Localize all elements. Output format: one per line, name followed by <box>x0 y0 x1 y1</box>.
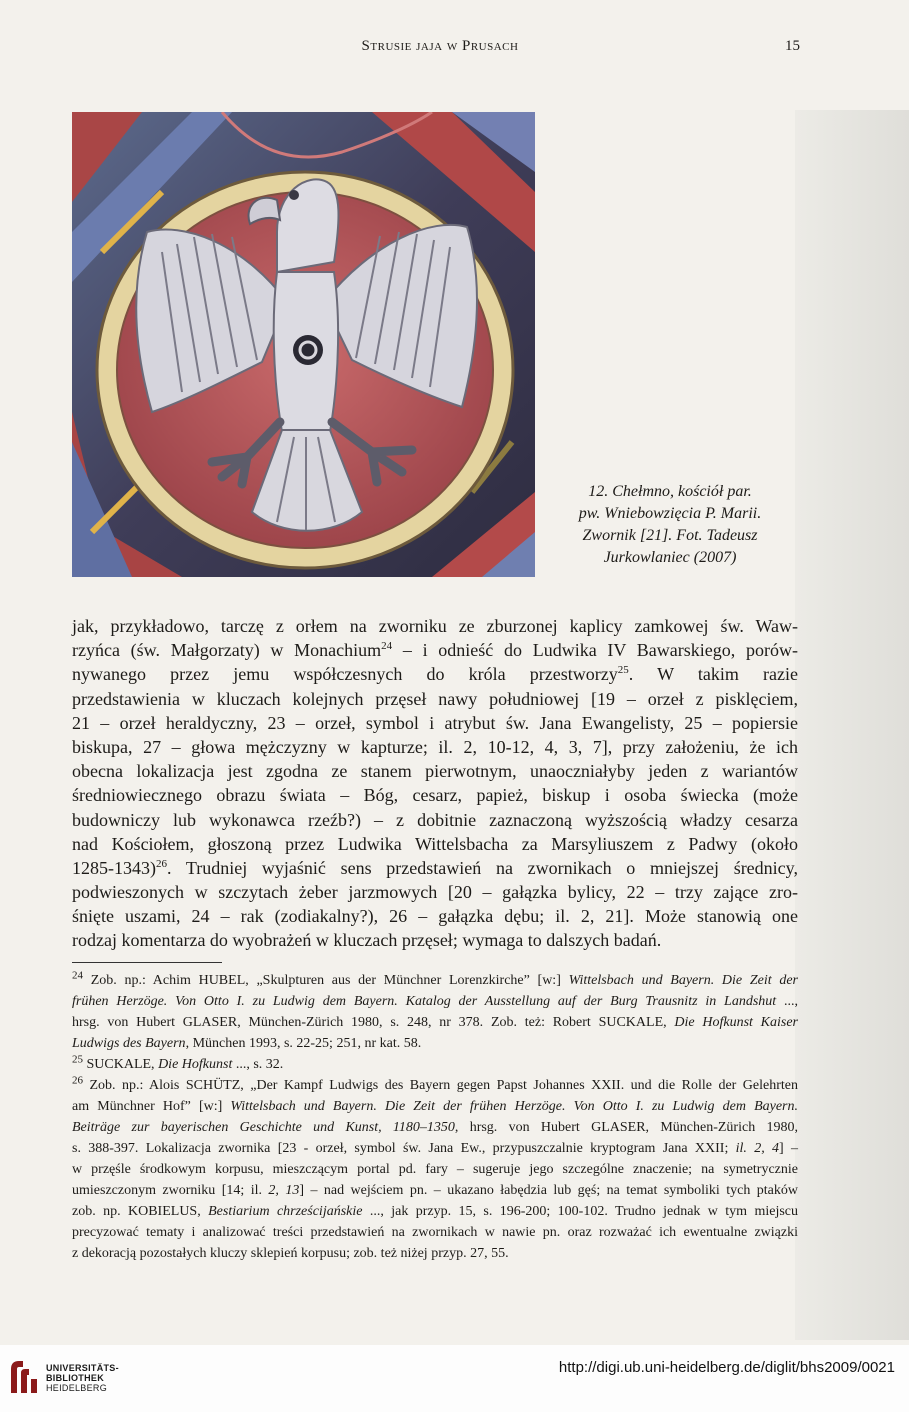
footnote-line <box>72 1096 798 1117</box>
figure-caption <box>545 481 795 569</box>
running-head <box>0 38 909 62</box>
footnote-26 <box>72 1075 798 1096</box>
footnote-line <box>72 1138 798 1159</box>
footnote-title: 2, 13 <box>268 1183 300 1198</box>
footnote-text: hrsg. von Hubert GLASER, München-Zürich 1980, s. 248, nr 378. Zob. też: Robert SUCKALE, <box>72 1015 675 1030</box>
footnote-25 <box>72 1054 798 1075</box>
body-line: obecna lokalizacja jest zgodna ze stanem pierwotnym, unaoczniałyby jeden z wariantów <box>72 761 798 782</box>
footnote-text: umieszczonym zworniku [14; il. <box>72 1183 269 1198</box>
footnote-number: 25 <box>72 1053 83 1066</box>
eagle-keystone-illustration <box>72 112 535 577</box>
footnote-text: ..., s. 32. <box>232 1057 284 1072</box>
footnote-24 <box>72 970 798 991</box>
body-line: śnięte uszami, 24 – rak (zodiakalny?), 26 – gałązka dębu; il. 2, 21]. Może stanowią one <box>72 906 798 927</box>
footnote-line: w przęśle środkowym korpusu, mieszczącym portal pd. fary – sugeruje jego szczególne znaczenie; na symetrycznie <box>72 1162 798 1177</box>
footnote-number: 24 <box>72 969 83 982</box>
footnote-text: zob. np. KOBIELUS, <box>72 1204 209 1219</box>
footnote-text: , hrsg. von Hubert GLASER, München-Zürich 1980, <box>454 1120 798 1135</box>
caption-line: Jurkowlaniec (2007) <box>603 549 737 566</box>
body-line <box>72 638 798 662</box>
body-fragment: nywanego przez jemu współczesnych do króla przestworzy <box>72 664 618 685</box>
body-line: podwieszonych w szczytach żeber jarzmowych [20 – gałązka bylicy, 22 – trzy zające zro- <box>72 882 798 903</box>
body-line: rodzaj komentarza do wyobrażeń w kluczach przęseł; wymaga to dalszych badań. <box>72 930 662 951</box>
footnote-text: s. 388-397. Lokalizacja zwornika [23 - orzeł, symbol św. Jana Ew., przypuszczalnie kryptogram Jana XXII; <box>72 1141 736 1156</box>
running-title: Strusie jaja w Prusach <box>361 38 519 54</box>
body-line: 21 – orzeł heraldyczny, 23 – orzeł, symbol i atrybut św. Jana Ewangelisty, 25 – popiersie <box>72 712 798 733</box>
footnote-title: Beiträge zur bayerischen Geschichte und Kunst, 1180–1350 <box>72 1120 455 1135</box>
caption-line: 12. Chełmno, kościół par. <box>588 483 752 500</box>
footnote-line <box>72 1012 798 1033</box>
footnote-title: Die Hofkunst <box>158 1057 233 1072</box>
caption-line: Zwornik [21]. Fot. Tadeusz <box>582 527 758 544</box>
footnote-title: Wittelsbach und Bayern. Die Zeit der <box>568 973 798 988</box>
footnote-ref-25[interactable]: 25 <box>617 664 629 677</box>
footnote-title: Ludwigs des Bayern <box>72 1036 186 1051</box>
footnote-text: ..., <box>776 994 799 1009</box>
footnote-rule <box>72 962 222 963</box>
footnotes <box>72 970 798 1264</box>
page-number: 15 <box>785 38 800 54</box>
body-line: biskupa, 27 – głowa mężczyzny w kapturze; il. 2, 10-12, 4, 3, 7], przy założeniu, że ich <box>72 736 798 757</box>
footnote-line: precyzować tematy i analizować treści przedstawień na zwornikach w nawie pn. oraz rozważać ich ewentualne związki <box>72 1225 798 1240</box>
body-line: jak, przykładowo, tarczę z orłem na zworniku ze zburzonej kaplicy zamkowej św. Waw- <box>72 616 798 636</box>
footnote-text: ] – nad wejściem pn. – ukazano łabędzia lub gęś; na temat symboliki tych ptaków <box>299 1183 799 1198</box>
footnote-title: Wittelsbach und Bayern. Die Zeit der frühen Herzöge. Von Otto I. zu Ludwig dem Bayern. <box>230 1099 798 1114</box>
footnote-line <box>72 991 798 1012</box>
footnote-line <box>72 1033 798 1054</box>
footnote-line: z dekoracją pozostałych kluczy sklepień korpusu; zob. też niżej przyp. 27, 55. <box>72 1246 509 1261</box>
library-logo-icon <box>8 1359 38 1395</box>
footnote-title: frühen Herzöge. Von Otto I. zu Ludwig dem Bayern. Katalog der Ausstellung auf der Burg Trausnitz in Landshut <box>72 994 777 1009</box>
body-fragment: 1285-1343) <box>72 857 156 878</box>
footnote-text: ..., jak przyp. 15, s. 196-200; 100-102. Trudno jednak w tym miejscu <box>362 1204 798 1219</box>
footnote-number: 26 <box>72 1074 83 1087</box>
footnote-text: SUCKALE, <box>83 1057 159 1072</box>
library-name <box>46 1363 119 1393</box>
digitization-footer <box>0 1345 909 1412</box>
library-name-line: HEIDELBERG <box>46 1383 108 1393</box>
footnote-ref-26[interactable]: 26 <box>156 857 167 870</box>
body-line: średniowiecznego obrazu świata – Bóg, cesarz, papież, biskup i osoba świecka (może <box>72 785 798 806</box>
footnote-text: , München 1993, s. 22-25; 251, nr kat. 58. <box>185 1036 422 1051</box>
footnote-title: Bestiarium chrześcijańskie <box>208 1204 363 1219</box>
footnote-line <box>72 1201 798 1222</box>
page-edge-shadow <box>795 110 909 1340</box>
body-fragment: . Trudniej wyjaśnić sens przedstawień na zwornikach o mniejszej średnicy, <box>167 857 798 878</box>
body-fragment: . W takim razie <box>628 664 798 685</box>
body-line: przedstawienia w kluczach kolejnych przęseł nawy południowej [19 – orzeł z pisklęciem, <box>72 688 798 709</box>
caption-line: pw. Wniebowzięcia P. Marii. <box>578 505 762 522</box>
footnote-title: Die Hofkunst Kaiser <box>674 1015 799 1030</box>
body-line: nad Kościołem, głoszoną przez Ludwika Wittelsbacha za Marsyliuszem z Padwy (około <box>72 833 798 854</box>
body-line <box>72 662 798 686</box>
body-fragment: rzyńca (św. Małgorzaty) w Monachium <box>72 640 382 661</box>
footnote-line <box>72 1117 798 1138</box>
body-line <box>72 856 798 880</box>
footnote-ref-24[interactable]: 24 <box>381 640 393 653</box>
figure-keystone-photo <box>72 112 535 577</box>
footnote-text: am Münchner Hof” [w:] <box>72 1099 231 1114</box>
body-fragment: – i odnieść do Ludwika IV Bawarskiego, porów- <box>392 640 798 661</box>
permalink-url[interactable]: http://digi.ub.uni-heidelberg.de/diglit/bhs2009/0021 <box>558 1359 895 1376</box>
body-text <box>72 614 798 953</box>
footnote-text: Zob. np.: Alois SCHÜTZ, „Der Kampf Ludwigs des Bayern gegen Papst Johannes XXII. und die Rolle der Gelehrten <box>83 1078 798 1093</box>
footnote-line <box>72 1180 798 1201</box>
library-name-line: BIBLIOTHEK <box>46 1373 104 1383</box>
library-name-line: UNIVERSITÄTS- <box>46 1363 119 1373</box>
footnote-text: Zob. np.: Achim HUBEL, „Skulpturen aus der Münchner Lorenzkirche” [w:] <box>83 973 569 988</box>
footnote-text: ] – <box>779 1141 798 1156</box>
body-line: budowniczy lub wykonawca rzeźb?) – z dobitnie zaznaczoną wyższością władzy cesarza <box>72 809 798 830</box>
footnote-title: il. 2, 4 <box>735 1141 780 1156</box>
